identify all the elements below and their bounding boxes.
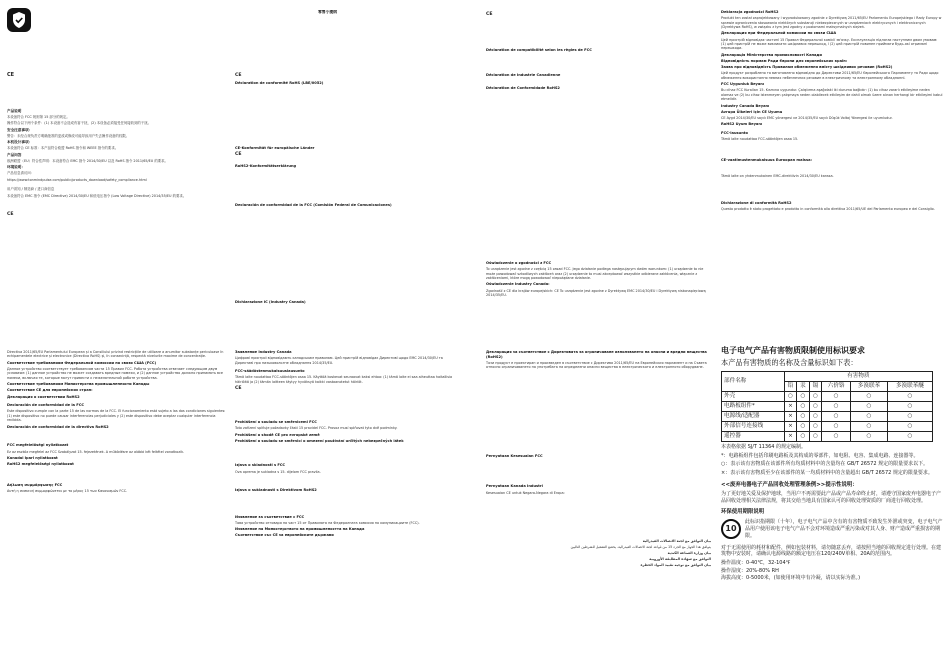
heading: Prohlášení o souladu se směrnicí o omezení používání určitých nebezpečných látek — [235, 438, 404, 443]
substance-header: 铅 — [784, 381, 797, 391]
heading: 产品问答 — [7, 152, 22, 157]
table-note: *：电路板组件包括印刷电路板及其构成的零部件，如电阻、电容、集成电路、连接器等。 — [721, 452, 919, 459]
arabic-heading: التوافق مع شهادة المطابقة الأوروبية — [649, 556, 711, 561]
paragraph: Este dispositivo cumple con la parte 15 de las normas de la FCC. El funcionamiento está sujeto a las dos condiciones siguientes: (1) este dispositivo no puede causar interferencias perjudiciales y (2) este dispositivo debe aceptar cualquier interferencia recibida. — [7, 409, 226, 423]
part-name: 外部信号连接线 — [722, 421, 785, 431]
heading: Соответствие требованиям Министерства промышленности Канады — [7, 382, 150, 387]
panel-3 — [486, 10, 711, 330]
mark: ○ — [887, 401, 932, 411]
ce-mark: CE — [7, 212, 14, 218]
recycle-10-icon: 10 — [721, 519, 741, 539]
mark: ○ — [851, 431, 888, 441]
heading: Изявление за съответствие с FCC — [235, 514, 305, 519]
heading: Izjava o skladnosti s FCC — [235, 463, 286, 468]
heading: RoHS2 Uyum Beyanı — [721, 122, 763, 127]
substance-header: 多溴联苯 — [851, 381, 888, 391]
heading: Dichiarazione di conformità RoHS2 — [721, 200, 792, 205]
mark: × — [784, 401, 797, 411]
china-rohs-subtitle: 本产品有害物质的名称及含量标识如下表： — [721, 358, 858, 368]
mark: ○ — [797, 401, 810, 411]
heading: Заявление Industry Canada — [235, 350, 292, 354]
heading: FCC megfelelőségi nyilatkozat — [7, 443, 69, 448]
mark: ○ — [887, 431, 932, 441]
substance-header: 多溴联苯醚 — [887, 381, 932, 391]
heading: Déclaration de compatibilité selon les règles de FCC — [486, 47, 592, 52]
table-row — [722, 431, 933, 441]
paragraph: 警告：未经合规负责方明确批准的更改或修改可能导致用户失去操作设备的权限。 — [7, 133, 130, 138]
mark: ○ — [784, 391, 797, 401]
usage-note: 对于无需使用的耗材和配件，例如包装材料，请勿随意丢弃，请按照当地的回收规定进行处理。在建筑物中安装时，请确认电源线路的额定电压在120/240V单相、20A的范围内。 — [721, 544, 942, 558]
paragraph: Ova oprema je sukladna s 15. dijelom FCC pravila. — [235, 469, 321, 474]
spec-humidity: 操作湿度：20%-80% RH — [721, 567, 779, 574]
mark: ○ — [822, 431, 851, 441]
spec-temperature: 操作温度：0-40℃，32-104℉ — [721, 560, 791, 567]
heading: Kanadai Ipari nyilatkozat — [7, 456, 58, 460]
paragraph: Produkt ten został zaprojektowany i wyprodukowany zgodnie z Dyrektywą 2011/65/EU Parlamentu Europejskiego i Rady Europy w sprawie ograniczenia stosowania niektórych substancji niebezpiecznych w urządzeniach elektrycznych i elektronicznych (Dyrektywa RoHS), w związku z tym jest zgodny z poziomami maksymalnych stężeń. — [721, 16, 942, 30]
mark: ○ — [822, 411, 851, 421]
paragraph: Tämä laite noudattaa FCC-sääntöjen osaa 15. Käyttöä koskevat seuraavat kaksi ehtoa: (1) tämä laite ei saa aiheuttaa haitallisia häiriöitä ja (2) tämän laitteen täytyy hyväksyä kaikki vastaanotetut häiriöt. — [235, 375, 453, 384]
mark: ○ — [851, 391, 888, 401]
heading: Декларація Міністерства промисловості Канади — [721, 52, 822, 57]
header-part: 部件名称 — [722, 371, 785, 391]
heading: FCC Uygunluk Beyanı — [721, 82, 765, 87]
env-period-text: 此标识指期限（十年），电子电气产品中含有的有害物质不致发生外泄或突变，电子电气产品用户使用该电子电气产品不会对环境造成严重污染或对其人身、财产造成严重损害的期限。 — [745, 519, 943, 539]
part-name: 电路板组件* — [722, 401, 785, 411]
env-period-heading: 环保使用期限说明 — [721, 509, 765, 516]
mark: ○ — [851, 421, 888, 431]
heading: Declaración de conformidad de la directiva RoHS2 — [7, 424, 109, 429]
paragraph: 本设备符合 EMC 指令 (EMC Directive) 2014/30/EU 和低电压指令 (Low Voltage Directive) 2014/35/EU 的要求。 — [7, 193, 187, 198]
heading: CE-vaatimustenmukaisuus Euroopan maissa: — [721, 157, 812, 162]
recycling-law-heading: <<废弃电器电子产品回收处理管理条例>>提示性说明： — [721, 481, 858, 488]
paragraph: Този продукт е проектиран и произведен в съответствие с Директива 2011/65/EU на Европейския парламент и на Съвета относно ограничаването на употребата на определени опасни вещества в електрическото и електронното оборудване. — [486, 360, 707, 370]
panel-4 — [721, 10, 943, 330]
paragraph: Kesesuaian CE untuk Negara-Negara di Eropa: — [486, 490, 565, 495]
paragraph: Questo prodotto è stato progettato e prodotto in conformità alla direttiva 2011/65/UE del Parlamento europeo e del Consiglio. — [721, 206, 935, 211]
panel-6 — [235, 350, 460, 668]
heading: Декларация при Федеральной комиссии по связи США — [721, 31, 837, 36]
mark: × — [784, 411, 797, 421]
paragraph: Bu cihaz FCC Kuralları 15. Kısmına uygundur. Çalıştırma aşağıdaki iki duruma bağlıdır: (1) bu cihaz zararlı etkileşime neden olamaz ve (2) bu cihaz istenmeyen çalışmaya neden olabilecek etkileşim de dahil olmak üzere alınan herhangi bir etkileşimi kabul etmelidir. — [721, 88, 943, 102]
table-row — [722, 411, 933, 421]
heading: Соответствие требованиям Федеральной комиссии по связи США (FCC) — [7, 360, 157, 365]
heading: Industry Canada Beyanı — [721, 103, 770, 108]
heading: FCC-lausunto — [721, 131, 748, 136]
paragraph: Цифрові пристрої відповідають канадським правилам. Цей пристрій відповідає Директиві щодо ЕМС 2014/30/EU та Директиві про низьковольтне обладнання 2014/35/EU. — [235, 356, 443, 365]
ce-mark: CE — [235, 386, 242, 392]
arabic-heading: بيان التوافق مع توجيه تقييد المواد الخطرة — [640, 562, 711, 567]
arabic-heading: بيان وزارة الصناعة الكندية — [667, 550, 711, 555]
paragraph: Tämä laite noudattaa FCC-sääntöjen osaa 15. — [721, 137, 799, 142]
heading: Déclaration de Industrie Canadienne — [486, 72, 561, 77]
mark: ○ — [809, 401, 822, 411]
ce-mark: CE — [7, 72, 15, 78]
table-row — [722, 401, 933, 411]
heading: Deklaracja zgodności RoHS2 — [721, 10, 779, 14]
spec-altitude: 海拔高度：0-5000米，(如使用环境中有冷凝，请以实际为准。) — [721, 575, 861, 582]
mark: ○ — [822, 391, 851, 401]
heading: Prohlášení o shodě CE pro evropské země — [235, 432, 320, 437]
paragraph: Toto zařízení splňuje požadavky části 15 pravidel FCC. Provoz musí splňovat tyto dvě podmínky. — [235, 426, 398, 431]
mark: ○ — [797, 431, 810, 441]
heading: Pernyataan Kesesuaian FCC — [486, 453, 543, 458]
paragraph: Това устройство отговаря на част 15 от Правилата на Федералната комисия по комуникациите (FCC). — [235, 520, 420, 525]
mark: ○ — [809, 421, 822, 431]
heading: Заява про відповідність Правилам обмеження вмісту шкідливих речовин (RoHS2) — [721, 65, 893, 70]
mark: ○ — [851, 401, 888, 411]
substance-header: 六价铬 — [822, 381, 851, 391]
paragraph: Tämä laite on yhdenmukainen EMC-direktiivin 2014/30/EU kanssa. — [721, 174, 834, 179]
mark: ○ — [797, 421, 810, 431]
table-note: ○：表示该有害物质在该部件所有均质材料中的含量均在 GB/T 26572 规定的限量要求以下。 — [721, 461, 929, 468]
paragraph: 产品信息请访问： — [7, 171, 35, 176]
panel-title: 零售小提纲 — [318, 10, 337, 14]
part-name: 电源线/适配器 — [722, 411, 785, 421]
heading: Відповідність нормам Ради Європи для європейських країн: — [721, 59, 848, 64]
table-note: 本表格依据 SJ/T 11364 的规定编制。 — [721, 443, 807, 450]
substance-header: 镉 — [809, 381, 822, 391]
heading: Декларация о соответствии RoHS2 — [7, 394, 80, 399]
substance-header: 汞 — [797, 381, 810, 391]
table-note: ×：表示该有害物质至少在该部件的某一均质材料中的含量超出 GB/T 26572 规定的限量要求。 — [721, 470, 933, 476]
mark: ○ — [887, 411, 932, 421]
arabic-heading: بيان التوافق مع لجنة الاتصالات الفيدرالية — [642, 538, 711, 543]
paragraph: Αυτή η συσκευή συμμορφώνεται με το μέρος 15 των Κανονισμών FCC. — [7, 489, 128, 494]
env-period-block — [721, 519, 943, 541]
heading: Avrupa Ülkeleri için CE Uyumu — [721, 109, 783, 114]
ce-mark: CE — [486, 12, 493, 17]
mark: ○ — [809, 411, 822, 421]
heading: 安全注意事项： — [7, 127, 33, 132]
heading: Déclaration de Conformidade RoHS2 — [486, 86, 560, 91]
heading: Déclaration de conformité RoHS (LBE/0052) — [235, 80, 324, 85]
arabic-paragraph: يتوافق هذا الجهاز مع الجزء 15 من قواعد لجنة الاتصالات الفيدرالية. يخضع التشغيل للشرطين التاليين — [570, 544, 711, 549]
heading: Prohlášení o souladu se směrnicemi FCC — [235, 420, 317, 424]
china-rohs-panel — [721, 346, 943, 668]
mark: ○ — [809, 431, 822, 441]
part-name: 外壳 — [722, 391, 785, 401]
mark: ○ — [809, 391, 822, 401]
mark: × — [784, 431, 797, 441]
table-row — [722, 421, 933, 431]
mark: ○ — [887, 421, 932, 431]
paragraph: Данное устройство соответствует требованиям части 15 Правил FCC. Работа устройства отвечает следующим двум условиям: (1) данное устройство не может создавать вредные помехи, и (2) данное устройство должно принимать все помехи, включая те, которые могут привести к нежелательной работе устройства. — [7, 367, 223, 380]
mark: ○ — [797, 411, 810, 421]
heading: Соответствие CE для европейских стран: — [7, 388, 93, 393]
heading: Oświadczenie o zgodności z FCC — [486, 260, 552, 265]
heading: RoHS2-Konformitätserklärung — [235, 164, 297, 169]
mark: ○ — [822, 401, 851, 411]
china-rohs-title: 电子电气产品有害物质限制使用标识要求 — [721, 346, 865, 355]
heading: 本机设计事项： — [7, 140, 33, 145]
paragraph: Ez az eszköz megfelel az FCC Szabályzat 15. fejezetének. A működésre az alábbi két feltétel vonatkozik. — [7, 449, 185, 454]
heading: Declaración de conformidad de la FCC — [7, 403, 84, 408]
recycling-law-text: 为了更好地关爱及保护地球，当用户不再需要此产品或产品寿命终止时，请遵守国家废弃电器电子产品回收处理相关法律法规，将其交给当地具有国家认可的回收处理资质的厂商进行回收处理。 — [721, 490, 942, 504]
heading: 环境说明： — [7, 165, 25, 170]
paragraph: 用户须知 / 制造商 / 进口商信息 — [7, 187, 55, 192]
panel-2 — [235, 10, 460, 330]
paragraph: Цей пристрій відповідає частині 15 Правил Федеральної комісії зв'язку. Експлуатація підлягає наступним двом умовам: (1) цей пристрій не може викликати шкідливих перешкод, і (2) цей пристрій повинен приймати будь-які отримані перешкоди. — [721, 37, 938, 51]
part-name: 遥控器 — [722, 431, 785, 441]
mark: ○ — [887, 391, 932, 401]
shield-check-icon — [7, 8, 31, 32]
panel-1-chinese-manual — [7, 70, 227, 320]
paragraph: 本设备符合 CE 标准：本产品符合欧盟 RoHS 指令和 WEEE 指令的要求。 — [7, 146, 119, 151]
heading: Δήλωση συμμόρφωσης FCC — [7, 482, 63, 487]
paragraph: To urządzenie jest zgodne z częścią 15 zasad FCC. Jego działanie podlega następującym dwóm warunkom: (1) urządzenie to nie może powodować szkodliwych zakłóceń oraz (2) urządzenie to musi akceptować wszystkie odbierane zakłócenia, włącznie z zakłóceniami, które mogą powodować niepożądane działanie. — [486, 267, 704, 280]
heading: RoHS2 megfelelőségi nyilatkozat — [7, 462, 74, 467]
heading: Oświadczenie Industry Canada: — [486, 282, 550, 287]
heading: Pernyataan Kanada Industri — [486, 484, 543, 489]
heading: 产品说明 — [7, 108, 22, 113]
ce-mark: CE — [235, 72, 242, 78]
panel-5 — [7, 350, 227, 668]
ce-mark: CE — [235, 152, 242, 158]
paragraph: Directiva 2011/65/EU Parlamentului European și a Consiliului privind restricțiile de utilizare a anumitor substanțe periculoase în echipamentele electrice și electronice (Directiva RoHS) și, în consecință, respectă nivelurile maxime de concentrație. — [7, 350, 224, 359]
paragraph: 操作符合以下两个条件：(1) 本设备不会造成有害干扰，(2) 本设备必须接受任何接收到的干扰。 — [7, 121, 151, 126]
heading: Izjava o sukladnosti s Direktivom RoHS2 — [235, 488, 317, 493]
paragraph: CE Aygıt 2014/30/EU sayılı EMC yönergesi ve 2014/35/EU sayılı Düşük Voltaj Yönergesi ile uyumludur. — [721, 116, 893, 121]
fcc-url-link[interactable]: https://www.tonmindpulse.com/public/products_download/safety_compliance.html — [7, 177, 147, 182]
header-group: 有害物质 — [784, 371, 932, 381]
mark: ○ — [822, 421, 851, 431]
hazardous-substance-table — [721, 371, 933, 442]
paragraph: Цей продукт розроблено та виготовлено відповідно до Директиви 2011/65/EU Європейського Парламенту та Ради щодо обмеження використання певних небезпечних речовин в електричному та електронному обладнанні. — [721, 71, 939, 80]
heading: FCC-säädöstenmukaisuuslausunto — [235, 369, 305, 374]
heading: Изявление на Министерството на промишлеността на Канада — [235, 527, 365, 532]
heading: CE-Konformität für europäische Länder — [235, 145, 315, 150]
mark: ○ — [851, 411, 888, 421]
mark: ○ — [797, 391, 810, 401]
table-row — [722, 391, 933, 401]
heading: Съответствие със CE за европейските държави — [235, 533, 334, 538]
panel-7 — [486, 350, 711, 668]
paragraph: Zgodność z CE dla krajów europejskich: CE To urządzenie jest zgodne z Dyrektywą EMC 2014/30/EU i Dyrektywą niskonapięciową 2014/35/EU. — [486, 288, 706, 298]
mark: × — [784, 421, 797, 431]
heading: Declaración de conformidad de la FCC (Comisión Federal de Comunicaciones) — [235, 202, 392, 207]
paragraph: 欧洲联盟（EU）符合性声明：本设备符合 EMC 指令 2014/30/EU 以及 RoHS 指令 2011/65/EU 的要求。 — [7, 158, 168, 163]
heading: Декларация за съответствие с Директивата за ограничаване използването на опасни и вредни вещества (RoHS2) — [486, 350, 707, 359]
paragraph: 本设备符合 FCC 规则第 15 部分的规定。 — [7, 114, 70, 119]
heading: Dichiarazione IC (Industry Canada) — [235, 299, 306, 304]
